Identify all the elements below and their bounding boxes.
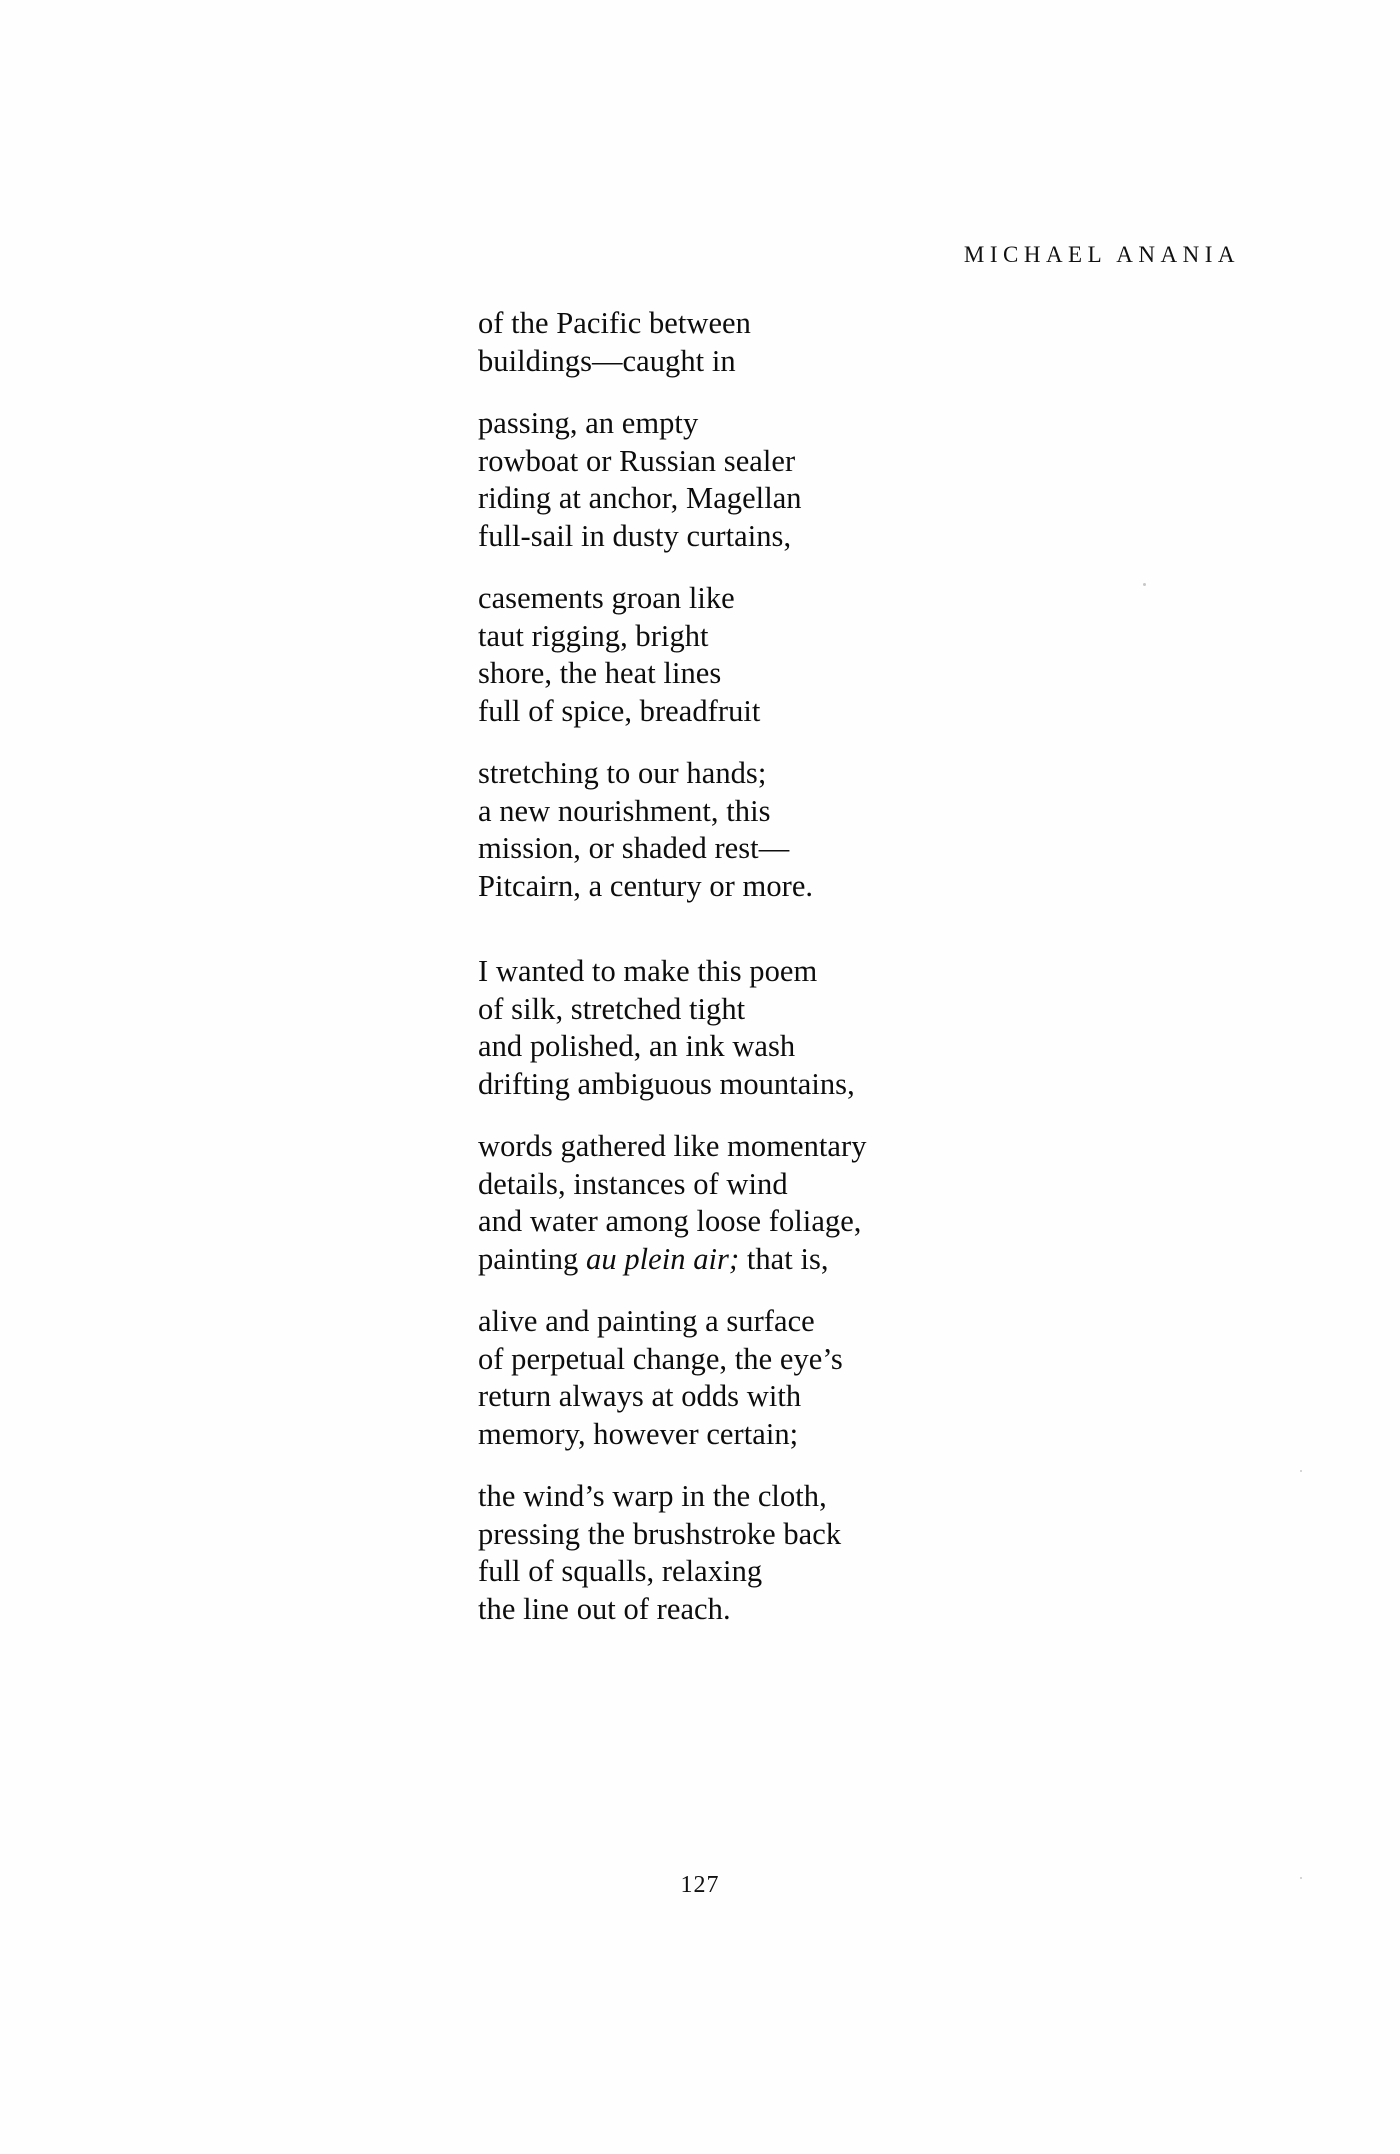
poem-line: memory, however certain; <box>478 1416 799 1451</box>
poem-line: alive and painting a surface <box>478 1304 815 1338</box>
poem-line: full of spice, breadfruit <box>478 693 761 728</box>
poem-line: the line out of reach. <box>478 1591 731 1626</box>
stanza <box>478 405 1278 555</box>
stanza <box>478 755 1278 905</box>
stanza <box>478 1128 1278 1278</box>
poem-line: and polished, an ink wash <box>478 1029 796 1063</box>
poem-line: mission, or shaded rest— <box>478 831 790 865</box>
poem-line: rowboat or Russian sealer <box>478 443 796 478</box>
poem-line: I wanted to make this poem <box>478 954 818 988</box>
poem-line: passing, an empty <box>478 406 699 440</box>
poem-line: a new nourishment, this <box>478 793 771 828</box>
poem-line: taut rigging, bright <box>478 618 709 653</box>
poem-line: and water among loose foliage, <box>478 1204 862 1238</box>
scan-speck <box>1300 1470 1302 1472</box>
scan-speck <box>1300 1877 1302 1879</box>
stanza <box>478 305 1278 380</box>
poem-line: pressing the brushstroke back <box>478 1516 842 1551</box>
poem-line: of the Pacific between <box>478 306 751 340</box>
poem-line: the wind’s warp in the cloth, <box>478 1479 827 1513</box>
scan-speck <box>1143 583 1146 586</box>
poem-line: stretching to our hands; <box>478 756 767 790</box>
page-number-value: 127 <box>680 1872 720 1898</box>
page-number <box>0 1872 1400 1899</box>
poem-line: riding at anchor, Magellan <box>478 481 802 515</box>
poem-body <box>478 305 1278 1653</box>
poem-line: of perpetual change, the eye’s <box>478 1341 843 1376</box>
stanza <box>478 1303 1278 1453</box>
stanza <box>478 580 1278 730</box>
poem-line: drifting ambiguous mountains, <box>478 1066 855 1101</box>
poem-line: shore, the heat lines <box>478 656 722 690</box>
stanza <box>478 1478 1278 1628</box>
poem-line: casements groan like <box>478 581 735 615</box>
italic-phrase: au plein air; <box>586 1241 740 1276</box>
poem-line: buildings—caught in <box>478 343 736 378</box>
poem-line: details, instances of wind <box>478 1166 788 1201</box>
poem-line: Pitcairn, a century or more. <box>478 868 814 903</box>
poem-line: of silk, stretched tight <box>478 991 746 1026</box>
poem-line: painting au plein air; that is, <box>478 1241 829 1276</box>
poem-line: full of squalls, relaxing <box>478 1554 763 1588</box>
poem-line: full-sail in dusty curtains, <box>478 518 792 553</box>
poem-line: return always at odds with <box>478 1379 802 1413</box>
running-head: MICHAEL ANANIA <box>963 242 1240 267</box>
poem-line: words gathered like momentary <box>478 1129 867 1163</box>
stanza <box>478 953 1278 1103</box>
